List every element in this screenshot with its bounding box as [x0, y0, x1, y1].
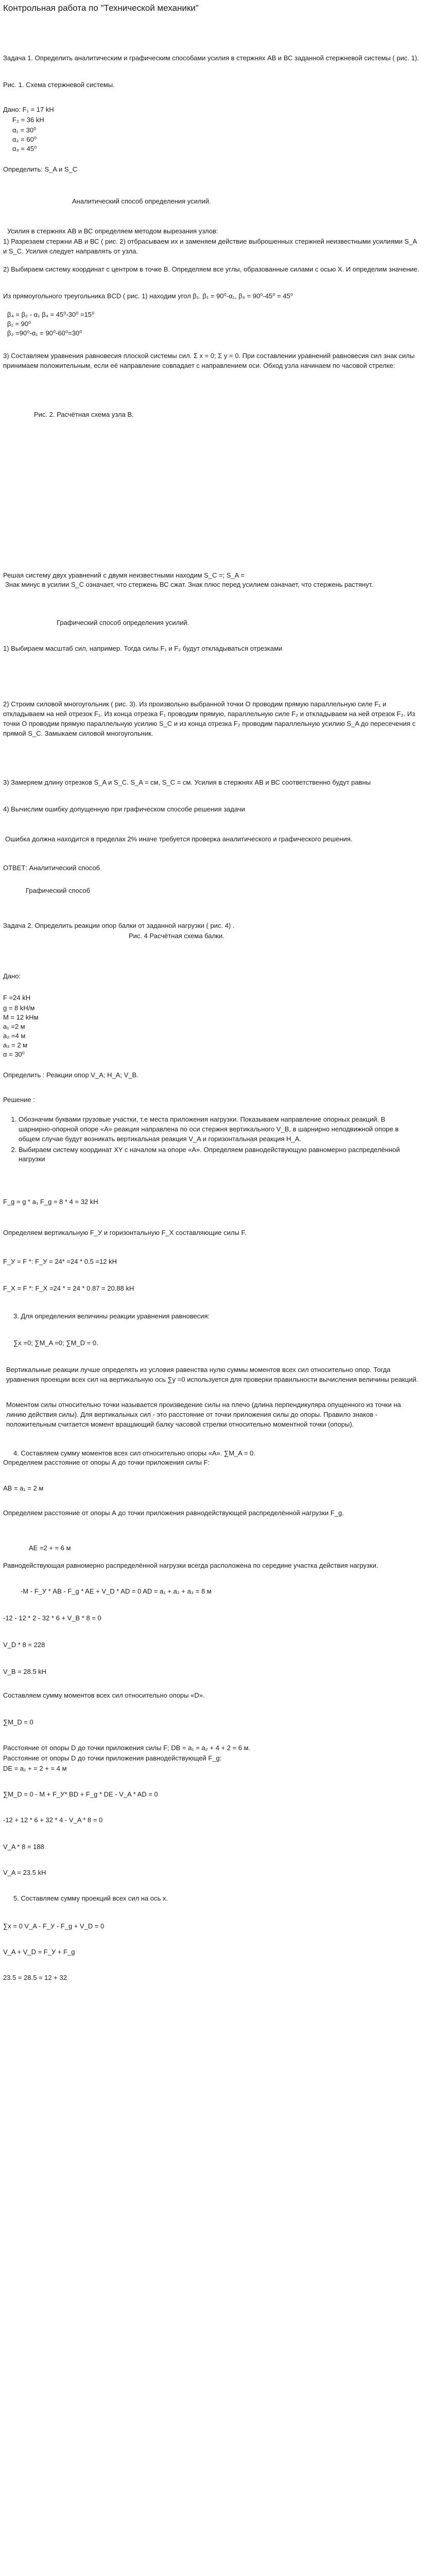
- item4-text: 4. Составляем сумму моментов всех сил относительно опоры «A». ∑M_A = 0.: [13, 1449, 255, 1457]
- fq-formula: F_g = g * a₁ F_g = 8 * 4 = 32 kH: [3, 1198, 98, 1206]
- step2-text: 2) Выбираем систему координат с центром в точке В. Определяем все углы, образованные силами с осью Х. И определим значение.: [3, 265, 420, 273]
- task2-find: Определить : Реакции опор V_A; H_A; V_B.: [3, 1071, 138, 1079]
- figure1-caption: Рис. 1. Схема стержневой системы.: [3, 81, 115, 89]
- task2-given-f: F =24 kH: [3, 994, 31, 1002]
- vertical-note: Вертикальные реакции лучше определять из условия равенства нулю суммы моментов всех сил относительно опор. Тогда уравнения проекции всех сил на вертикальную ось ∑y =0 используется для проверки правильности вычисления величины реакций.: [6, 1366, 418, 1383]
- angle-b1: β₁ = 90⁰: [7, 320, 31, 328]
- analytic-heading: Аналитический способ определения усилий.: [72, 197, 211, 205]
- de-value: DE = a₁ + = 2 + = 4 м: [3, 1765, 67, 1772]
- document-title: Контрольная работа по "Технической механики": [3, 3, 199, 13]
- ae-value: AE =2 + = 6 м: [29, 1544, 71, 1552]
- md-full-equation: ∑M_D = 0 - M + F_У* BD + F_g * DE - V_A * AD = 0: [3, 1790, 158, 1798]
- answer-analytic: ОТВЕТ: Аналитический способ: [3, 864, 100, 872]
- distance-a-q: Определяем расстояние от опоры А до точки приложения равнодействующей распределённой нагрузки F_g.: [3, 1509, 344, 1517]
- step1-text: 1) Разрезаем стержни АВ и ВС ( рис. 2) отбрасываем их и заменяем действие выброшенных стержней неизвестными усилиями S_A и S_C. Усилия следует направлять от узла.: [3, 238, 417, 255]
- sumx-equation: ∑x = 0 V_A - F_У - F_g + V_D = 0: [3, 1922, 104, 1930]
- solution-list: [3, 1115, 421, 1165]
- task2-given-g: g = 8 kH/м: [3, 1004, 35, 1012]
- error-note: Ошибка должна находится в пределах 2% иначе требуется проверка аналитического и графического решения.: [5, 835, 353, 843]
- db-distance: Расстояние от опоры D до точки приложения силы F; DB = a₁ = a₂ + 4 + 2 = 6 м.: [3, 1744, 251, 1752]
- angle-b4: β₄ = β₂ - α₁ β₄ = 45⁰-30⁰ =15⁰: [7, 311, 95, 318]
- figure4-caption: Рис. 4 Расчётная схема балки.: [129, 932, 224, 940]
- task2-given-m: M = 12 kHм: [3, 1013, 39, 1021]
- task2-given-a2: a₂ =4 м: [3, 1032, 26, 1040]
- task1-given-label: Дано: F₁ = 17 kH: [3, 106, 54, 113]
- task1-statement: Задача 1. Определить аналитическим и графическим способами усилия в стержнях АВ и ВС заданной стержневой системы ( рис. 1).: [3, 54, 419, 62]
- solution-label: Решение :: [3, 1096, 35, 1104]
- equilibrium-equations: ∑x =0; ∑M_A =0; ∑M_D = 0.: [13, 1339, 98, 1347]
- item3-text: 3. Для определения величины реакции уравнения равновесия:: [13, 1312, 210, 1320]
- va-value: V_A = 23.5 kH: [3, 1869, 46, 1876]
- step3-text: 3) Составляем уравнения равновесия плоской системы сил. Σ x = 0; Σ y = 0. При составлении уравнений равновесия сил знак силы принимаем положительным, если её направление совпадает с направлением оси. Обход узла начинаем по часовой стрелке:: [3, 352, 415, 369]
- forces-intro: Усилия в стержнях АВ и ВС определяем методом вырезания узлов:: [7, 227, 218, 235]
- va8-value: V_A * 8 = 188: [3, 1843, 44, 1851]
- angle-b2: β₂ =90⁰-α₁ = 90⁰-60⁰=30⁰: [7, 329, 82, 337]
- task1-given-f2: F₂ = 36 kH: [12, 116, 44, 124]
- vb-value: V_B = 28.5 kH: [3, 1668, 47, 1675]
- item5-text: 5. Составляем сумму проекций всех сил на ось х.: [13, 1894, 168, 1902]
- graphic-heading: Графический способ определения усилий.: [57, 619, 189, 626]
- fx-formula: F_X = F *: F_X =24 * = 24 * 0.87 = 20.88 kH: [3, 1284, 134, 1292]
- task2-statement: Задача 2. Определить реакции опор балки от заданной нагрузки ( рис. 4) .: [3, 922, 235, 929]
- va-vd-equation: V_A + V_D = F_У + F_g: [3, 1948, 75, 1956]
- ab-value: AB = a₁ = 2 м: [3, 1484, 44, 1492]
- task1-given-a2: α₂ = 60⁰: [12, 135, 37, 143]
- components-intro: Определяем вертикальную F_У и горизонтальную F_X составляющие силы F.: [3, 1229, 247, 1236]
- ma-numeric: -12 - 12 * 2 - 32 * 6 + V_B * 8 = 0: [3, 1614, 101, 1622]
- task1-given-a1: α₁ = 30⁰: [12, 126, 37, 134]
- fy-formula: F_У = F *: F_У = 24* =24 * 0.5 =12 kH: [3, 1258, 117, 1265]
- minus-note: Знак минус в усилии S_C означает, что стержень ВС сжат. Знак плюс перед усилием означает, что стержень растянут.: [5, 581, 373, 588]
- task1-find: Определить: S_A и S_C: [3, 165, 78, 173]
- graphic-step2: 2) Строим силовой многоугольник ( рис. 3). Из произвольно выбранной точки О проводим прямую параллельную силе F₁ и откладываем на ней отрезок F₁. Из конца отрезка F₁ проводим прямую, параллельную силе F₂ и откладываем на ней отрезок F₂. Из точки О проводим прямую параллельную усилию S_C и из конца отрезка F₂ проводим параллельную усилию S_A до пересечения с прямой S_C. Замыкаем силовой многоугольник.: [3, 700, 416, 737]
- graphic-step4: 4) Вычислим ошибку допущенную при графическом способе решения задачи: [3, 805, 245, 813]
- md-equation: ∑M_D = 0: [3, 1718, 33, 1726]
- task2-given-a3: a₃ = 2 м: [3, 1041, 28, 1049]
- check-equation: 23.5 = 28.5 = 12 + 32: [3, 1974, 67, 1981]
- ma-equation: -M - F_У * AB - F_g * AE + V_D * AD = 0 AD = a₁ + a₂ + a₃ = 8 м: [21, 1587, 212, 1595]
- de-intro: Расстояние от опоры D до точки приложения равнодействующей F_g:: [3, 1754, 222, 1762]
- graphic-step1: 1) Выбираем масштаб сил, например. Тогда силы F₁ и F₂ будут откладываться отрезками: [3, 645, 283, 652]
- figure2-caption: Рис. 2. Расчётная схема узла В.: [34, 411, 134, 418]
- task1-given-a3: α₃ = 45⁰: [12, 145, 37, 152]
- distance-a-intro: Определяем расстояние от опоры А до точки приложения силы F:: [3, 1459, 210, 1466]
- md-numeric: -12 + 12 * 6 + 32 * 4 - V_A * 8 = 0: [3, 1816, 103, 1824]
- task2-given-label: Дано:: [3, 972, 21, 980]
- item-d-text: Составляем сумму моментов всех сил относительно опоры «D».: [3, 1691, 205, 1699]
- moment-note: Моментом силы относительно точки называется произведение силы на плечо (длина перпендикуляра опущенного из точки на линию действия силы). Для вертикальных сил - это расстояние от точки приложения силы до опоры. Правило знаков - положительным считается момент вращающий балку часовой стрелки относительно моментной точки (опоры).: [6, 1401, 401, 1428]
- graphic-step3: 3) Замеряем длину отрезков S_A и S_C. S_A = см, S_C = см. Усилия в стержнях АВ и ВС соответственно будут равны: [3, 778, 371, 786]
- solution-item-1: 1. Обозначим буквами грузовые участки, т.е места приложения нагрузки. Показываем направление опорных реакций. В шарнирно-опорной опоре «А» реакция направлена по оси стержня вертикального V_B, в шарнирно неподвижной опоре в общем случае будут возникать вертикальная реакция V_A и горизонтальная реакция H_A.: [19, 1115, 421, 1144]
- task2-given-a1: a₁ =2 м: [3, 1023, 25, 1030]
- task2-given-alpha: α = 30⁰: [3, 1050, 25, 1058]
- solution-item-2: 2. Выбираем систему координат XY с началом на опоре «А». Определяем равнодействующую равномерно распределённой нагрузки: [19, 1145, 421, 1165]
- answer-graphic: Графический способ: [26, 887, 91, 894]
- solve-text: Решая систему двух уравнений с двумя неизвестными находим S_C =; S_A =: [3, 571, 245, 579]
- triangle-text: Из прямоугольного треугольника BCD ( рис. 1) находим угол β₁. β₁ = 90⁰-α₁, β₃ = 90⁰-45⁰ = 45⁰: [3, 292, 293, 300]
- vd-value: V_D * 8 = 228: [3, 1641, 45, 1649]
- resultant-note: Равнодействующая равномерно распределённой нагрузки всегда расположена по середине участка действия нагрузки.: [3, 1562, 378, 1569]
